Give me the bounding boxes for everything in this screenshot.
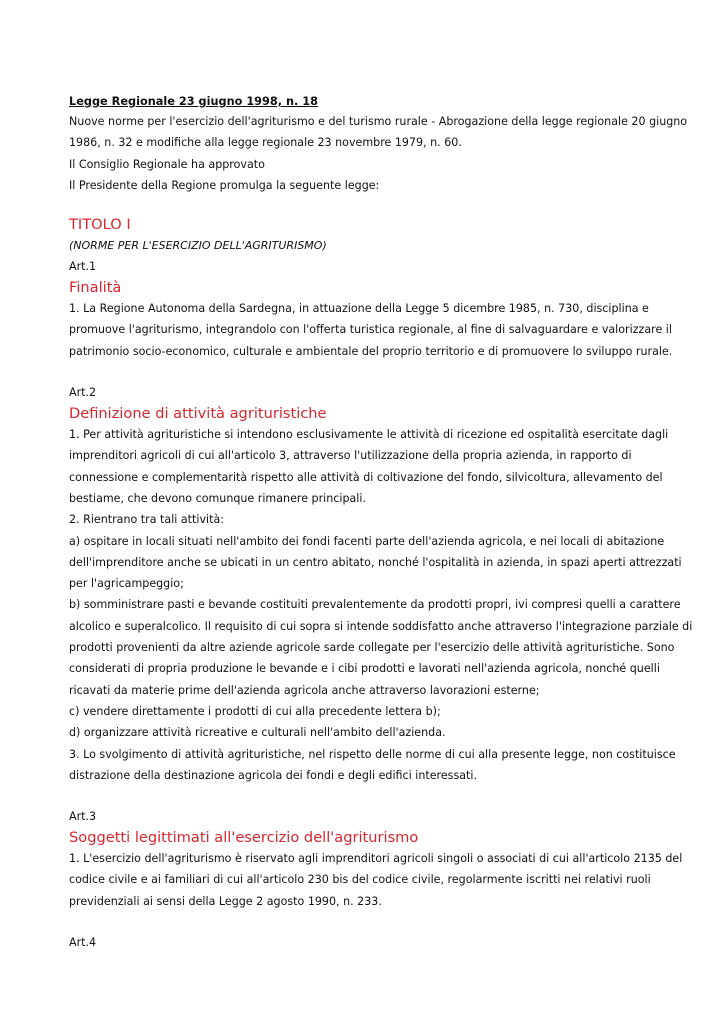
article-line: 1. Per attività agrituristiche si intendono esclusivamente le attività di ricezione ed ospitalità esercitate dagli [69, 428, 669, 442]
article-line: considerati di propria produzione le bevande e i cibi prodotti e lavorati nell'azienda agricola, nonché quelli [69, 662, 660, 676]
article-line: c) vendere direttamente i prodotti di cui alla precedente lettera b); [69, 704, 441, 718]
article-line: alcolico e superalcolico. Il requisito di cui sopra si intende soddisfatto anche attraverso l'integrazione parziale di [69, 619, 693, 633]
law-title: Legge Regionale 23 giugno 1998, n. 18 [69, 95, 318, 108]
intro-line: Nuove norme per l'esercizio dell'agriturismo e del turismo rurale - Abrogazione della legge regionale 20 giugno [69, 115, 688, 128]
article-line: b) somministrare pasti e bevande costituiti prevalentemente da prodotti propri, ivi compresi quelli a carattere [69, 598, 681, 612]
article-label: Art.4 [69, 936, 97, 950]
titolo-heading: TITOLO I [69, 216, 131, 234]
intro-line: 1986, n. 32 e modifiche alla legge regionale 23 novembre 1979, n. 60. [69, 136, 462, 150]
article-line: connessione e complementarità rispetto alle attività di coltivazione del fondo, silvicoltura, allevamento del [69, 470, 663, 484]
article-line: distrazione della destinazione agricola dei fondi e degli edifici interessati. [69, 768, 477, 782]
article-3 [69, 806, 683, 912]
article-line: d) organizzare attività ricreative e culturali nell'ambito dell'azienda. [69, 726, 446, 740]
article-line: a) ospitare in locali situati nell'ambito dei fondi facenti parte dell'azienda agricola, e nei locali di abitazione [69, 534, 665, 548]
article-line: bestiame, che devono comunque rimanere principali. [69, 491, 366, 505]
article-label: Art.2 [69, 386, 97, 400]
article-heading: Definizione di attività agrituristiche [69, 405, 327, 423]
titolo-subtitle: (NORME PER L'ESERCIZIO DELL'AGRITURISMO) [69, 239, 327, 253]
article-1 [69, 256, 673, 362]
article-label: Art.1 [69, 260, 97, 274]
intro-line: Il Presidente della Regione promulga la seguente legge: [69, 178, 380, 192]
intro-block [69, 111, 688, 196]
article-line: codice civile e ai familiari di cui all'articolo 230 bis del codice civile, regolarmente iscritti nei relativi ruoli [69, 873, 651, 887]
article-line: 1. La Regione Autonoma della Sardegna, in attuazione della Legge 5 dicembre 1985, n. 730, disciplina e [69, 302, 649, 316]
article-line: patrimonio socio-economico, culturale e ambientale del proprio territorio e di promuovere lo sviluppo rurale. [69, 344, 673, 358]
article-line: previdenziali ai sensi della Legge 2 agosto 1990, n. 233. [69, 894, 382, 908]
article-line: per l'agricampeggio; [69, 577, 184, 591]
article-line: 1. L'esercizio dell'agriturismo è riservato agli imprenditori agricoli singoli o associati di cui all'articolo 2135 del [69, 852, 683, 866]
article-line: promuove l'agriturismo, integrandolo con l'offerta turistica regionale, al fine di salvaguardare e valorizzare il [69, 323, 672, 337]
article-line: 2. Rientrano tra tali attività: [69, 513, 224, 527]
article-2 [69, 382, 693, 786]
article-heading: Soggetti legittimati all'esercizio dell'agriturismo [69, 829, 419, 847]
article-line: 3. Lo svolgimento di attività agrituristiche, nel rispetto delle norme di cui alla presente legge, non costituisce [69, 747, 676, 761]
article-heading: Finalità [69, 279, 122, 297]
article-line: imprenditori agricoli di cui all'articolo 3, attraverso l'utilizzazione della propria azienda, in rapporto di [69, 449, 632, 463]
article-line: prodotti provenienti da altre aziende agricole sarde collegate per l'esercizio delle attività agrituristiche. Sono [69, 641, 675, 655]
article-line: ricavati da materie prime dell'azienda agricola anche attraverso lavorazioni esterne; [69, 683, 540, 697]
article-4 [69, 932, 659, 953]
law-document [69, 93, 693, 953]
article-label: Art.3 [69, 810, 97, 824]
intro-line: Il Consiglio Regionale ha approvato [69, 157, 265, 171]
article-line: dell'imprenditore anche se ubicati in un centro abitato, nonché l'ospitalità in azienda, in spazi aperti attrezzati [69, 555, 682, 569]
